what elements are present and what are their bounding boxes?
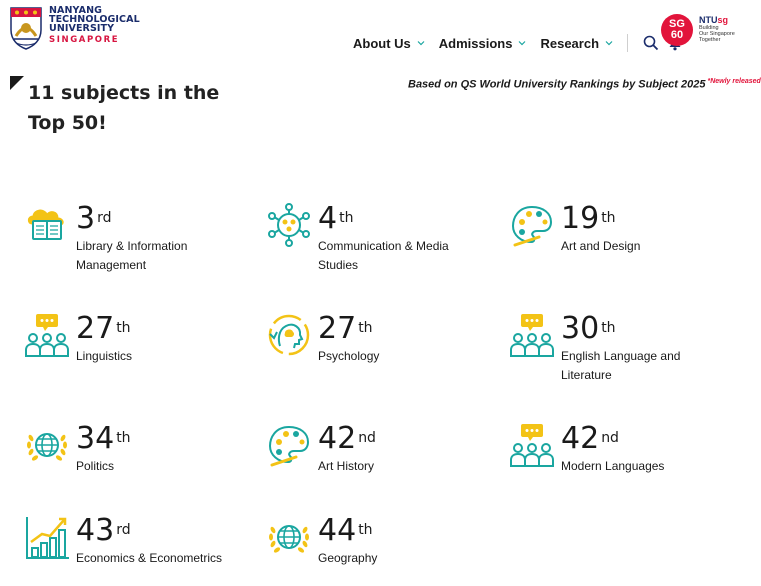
subject-info	[318, 312, 458, 366]
head-brain-icon	[266, 312, 312, 358]
nav-divider	[627, 34, 628, 52]
subject-name: Art History	[318, 459, 375, 473]
subject-rank	[561, 422, 701, 456]
subject-rank-number: 3	[76, 201, 96, 236]
subject-info	[318, 202, 468, 275]
network-people-icon	[266, 202, 312, 248]
subject-info	[76, 422, 216, 476]
subject-item	[266, 202, 468, 275]
subject-rank	[318, 202, 468, 236]
book-cloud-icon	[24, 202, 70, 248]
ntusg-logo[interactable]	[699, 15, 739, 43]
subject-info	[561, 312, 701, 385]
subject-rank-number: 42	[318, 421, 357, 456]
sg60-badge[interactable]	[661, 14, 693, 46]
subject-name: Modern Languages	[561, 459, 665, 473]
subject-rank	[76, 312, 216, 346]
subject-name: Geography	[318, 551, 378, 565]
subject-rank-suffix: th	[358, 320, 373, 336]
subject-rank	[561, 202, 701, 236]
nav-admissions[interactable]	[439, 36, 527, 51]
subject-item	[24, 202, 216, 275]
subject-name: English Language and Literature	[561, 349, 681, 382]
subject-rank-suffix: th	[116, 320, 131, 336]
people-speech-icon	[509, 422, 555, 468]
chevron-down-icon	[518, 39, 526, 47]
ntusg-tagline-1: Building	[699, 25, 719, 31]
subject-rank-number: 43	[76, 513, 115, 548]
ranking-source-note	[408, 78, 761, 91]
subject-name: Communication & Media Studies	[318, 239, 449, 272]
subject-item	[24, 312, 216, 366]
logo-subtitle: SINGAPORE	[49, 35, 120, 45]
subject-rank-number: 27	[76, 311, 115, 346]
nav-admissions-label: Admissions	[438, 35, 513, 51]
people-speech-icon	[24, 312, 70, 358]
ntu-crest-icon	[8, 6, 44, 50]
ranking-source-text: Based on QS World University Rankings by Subject 2025	[408, 78, 706, 91]
main-nav	[353, 34, 684, 52]
subject-rank	[76, 514, 236, 548]
subject-rank	[76, 422, 216, 456]
subject-rank-number: 30	[561, 311, 600, 346]
ntusg-title	[699, 15, 739, 25]
subject-rank	[76, 202, 216, 236]
subject-rank-suffix: th	[601, 210, 616, 226]
subject-item	[509, 422, 701, 476]
chevron-down-icon	[605, 39, 613, 47]
subject-rank-suffix: th	[339, 210, 354, 226]
subject-info	[318, 514, 458, 568]
ntusg-title-a: NTU	[699, 15, 718, 25]
bar-chart-growth-icon	[24, 514, 70, 560]
subject-rank-number: 19	[561, 201, 600, 236]
subject-rank-suffix: rd	[97, 210, 112, 226]
logo-line-1: NANYANG	[49, 5, 103, 16]
subject-rank	[561, 312, 701, 346]
newly-released-badge: *Newly released	[707, 78, 761, 85]
subject-rank-suffix: rd	[116, 522, 131, 538]
subject-rank-number: 4	[318, 201, 338, 236]
ntusg-tagline-2: Our Singapore	[699, 31, 735, 37]
globe-laurel-icon	[24, 422, 70, 468]
subject-rank	[318, 312, 458, 346]
subject-name: Economics & Econometrics	[76, 551, 223, 565]
subject-rank-suffix: nd	[358, 430, 376, 446]
subject-rank-number: 42	[561, 421, 600, 456]
logo-line-3: UNIVERSITY	[49, 23, 115, 34]
subject-rank-number: 44	[318, 513, 357, 548]
subject-info	[561, 202, 701, 256]
site-header	[0, 0, 739, 60]
subject-name: Politics	[76, 459, 115, 473]
subject-name: Art and Design	[561, 239, 641, 253]
logo-line-2: TECHNOLOGICAL	[49, 14, 140, 25]
page-title: 11 subjects in the Top 50!	[28, 82, 220, 134]
subject-item	[509, 202, 701, 256]
ntusg-title-b: sg	[717, 15, 729, 25]
subject-name: Linguistics	[76, 349, 133, 363]
subject-item	[266, 514, 458, 568]
subject-item	[509, 312, 701, 385]
subject-rank-suffix: th	[116, 430, 131, 446]
nav-research[interactable]	[540, 36, 613, 51]
subject-item	[266, 422, 458, 476]
people-speech-icon	[509, 312, 555, 358]
nav-about-us-label: About Us	[353, 35, 411, 51]
subject-info	[76, 514, 236, 568]
search-button[interactable]	[642, 34, 660, 52]
subject-info	[76, 202, 216, 275]
subject-name: Psychology	[318, 349, 380, 363]
ntusg-tagline-3: Together	[699, 37, 721, 43]
palette-icon	[509, 202, 555, 248]
subject-rank-number: 27	[318, 311, 357, 346]
subject-rank-suffix: th	[358, 522, 373, 538]
chevron-down-icon	[417, 39, 425, 47]
corner-accent	[10, 76, 24, 90]
subject-rank-number: 34	[76, 421, 115, 456]
globe-laurel-icon	[266, 514, 312, 560]
palette-icon	[266, 422, 312, 468]
subject-info	[76, 312, 216, 366]
search-icon	[643, 35, 659, 51]
subject-item	[266, 312, 458, 366]
subject-rank-suffix: nd	[601, 430, 619, 446]
ntu-logo[interactable]	[8, 6, 140, 50]
subject-item	[24, 514, 236, 568]
sg60-bottom: 60	[670, 29, 684, 41]
subject-info	[561, 422, 701, 476]
subject-info	[318, 422, 458, 476]
nav-about-us[interactable]	[353, 36, 425, 51]
nav-research-label: Research	[540, 35, 600, 51]
subject-rank-suffix: th	[601, 320, 616, 336]
subject-rank	[318, 514, 458, 548]
subject-name: Library & Information Management	[76, 239, 188, 272]
subject-item	[24, 422, 216, 476]
sg60-top: SG	[669, 18, 685, 30]
subject-rank	[318, 422, 458, 456]
